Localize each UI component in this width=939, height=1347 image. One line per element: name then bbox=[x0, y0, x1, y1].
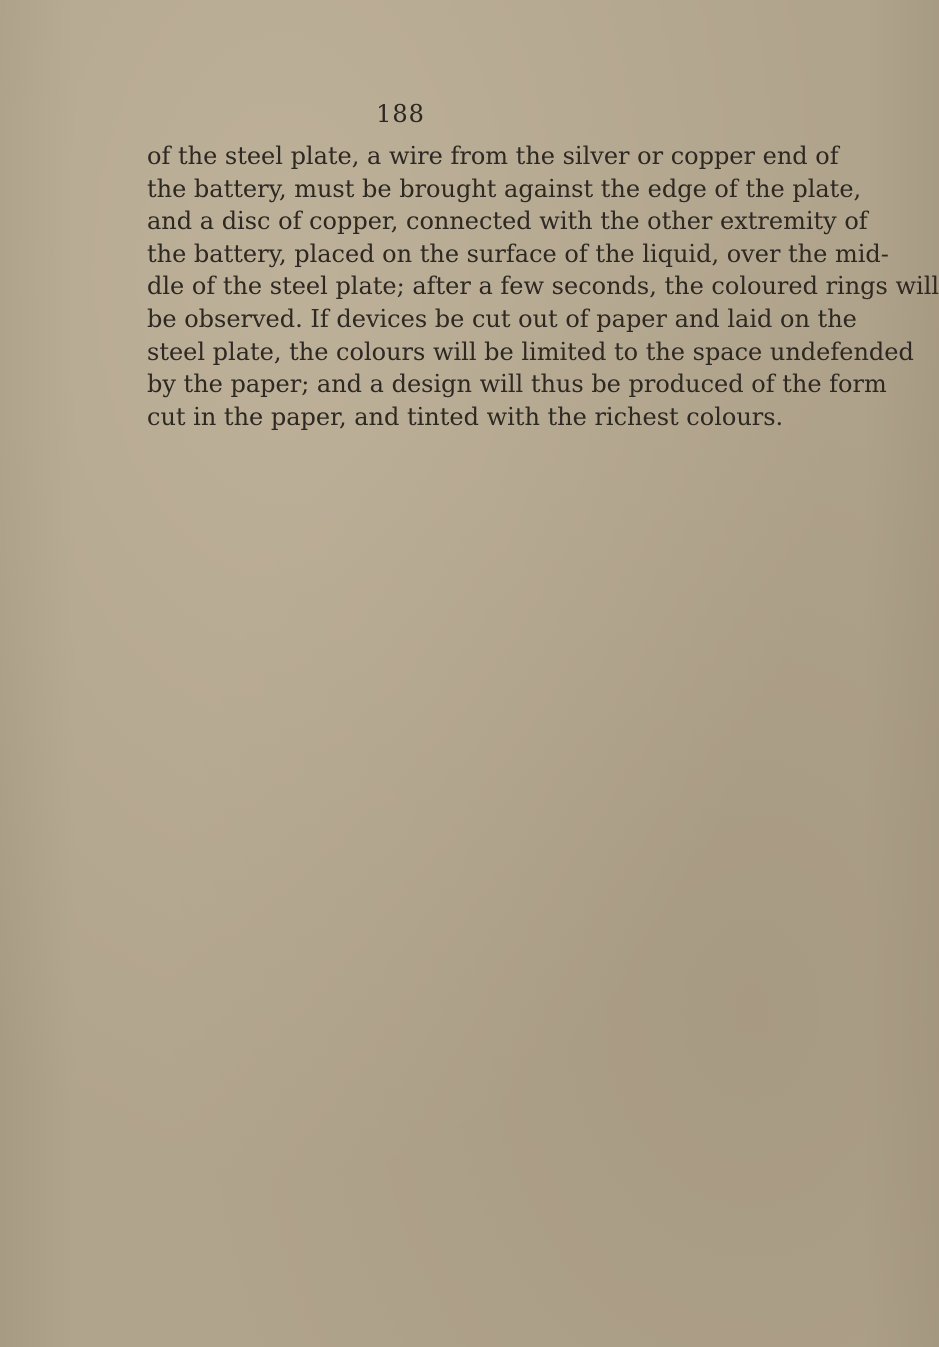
text-line: cut in the paper, and tinted with the richest colours. bbox=[147, 402, 784, 431]
page-number: 188 bbox=[376, 100, 425, 128]
text-line: of the steel plate, a wire from the silver or copper end of bbox=[147, 142, 839, 170]
text-line: by the paper; and a design will thus be produced of the form bbox=[147, 370, 887, 399]
text-line: the battery, placed on the surface of the liquid, over the mid- bbox=[147, 239, 889, 268]
body-paragraph bbox=[147, 140, 939, 433]
text-line: be observed. If devices be cut out of paper and laid on the bbox=[147, 304, 857, 333]
text-line: and a disc of copper, connected with the other extremity of bbox=[147, 207, 868, 236]
text-line: dle of the steel plate; after a few seconds, the coloured rings will bbox=[147, 272, 939, 301]
text-line: steel plate, the colours will be limited to the space undefended bbox=[147, 337, 914, 366]
text-line: the battery, must be brought against the edge of the plate, bbox=[147, 174, 862, 203]
